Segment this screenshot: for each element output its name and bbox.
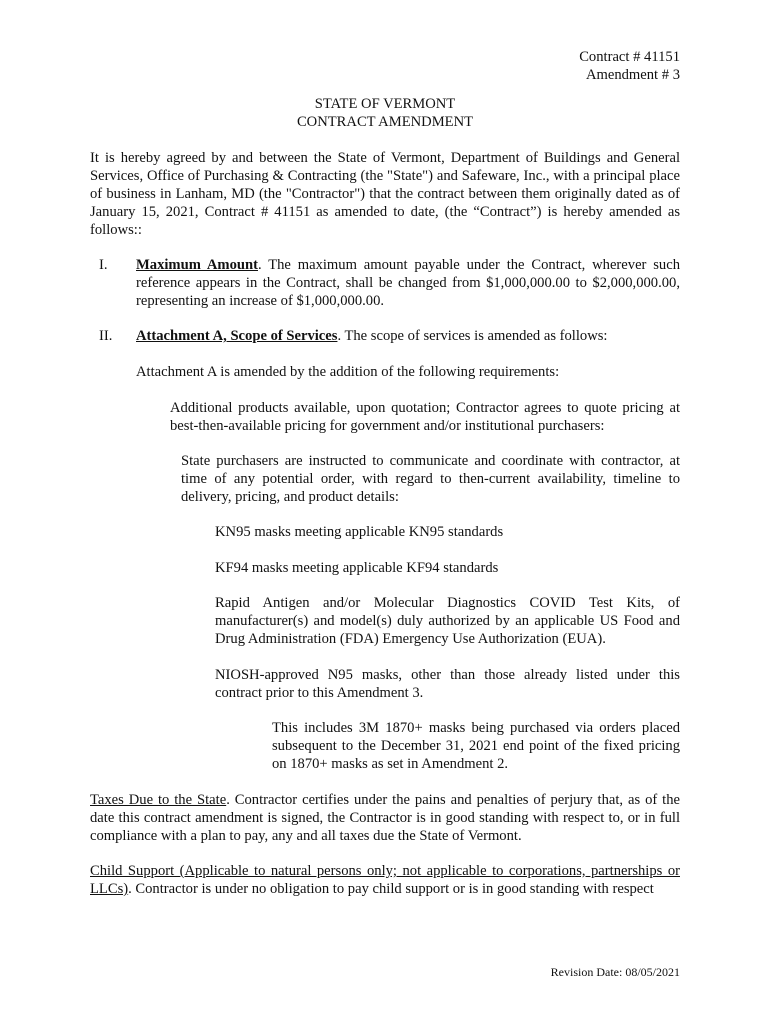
child-support-paragraph xyxy=(90,862,680,898)
product-item-kn95: KN95 masks meeting applicable KN95 standards xyxy=(215,524,504,540)
section-1-heading: Maximum Amount xyxy=(136,257,258,273)
revision-date: Revision Date: 08/05/2021 xyxy=(550,965,680,979)
product-item-covid-tests: Rapid Antigen and/or Molecular Diagnostics COVID Test Kits, of manufacturer(s) and model(s) duly authorized by an applicable US Food and Drug Administration (FDA) Emergency Use Authorization (EUA). xyxy=(215,595,680,647)
product-item-n95: NIOSH-approved N95 masks, other than those already listed under this contract prior to this Amendment 3. xyxy=(215,667,680,701)
section-2-heading: Attachment A, Scope of Services xyxy=(136,328,338,344)
section-2-numeral: II. xyxy=(99,328,113,344)
title-amendment: CONTRACT AMENDMENT xyxy=(296,114,474,130)
taxes-text: . Contractor certifies under the pains and penalties of perjury that, as of the date this contract amendment is signed, the Contractor is in good standing with respect to, or in full compliance with a plan to pay, any and all taxes due the State of Vermont. xyxy=(90,792,680,844)
attachment-intro: Attachment A is amended by the addition of the following requirements: xyxy=(136,364,560,380)
taxes-paragraph xyxy=(90,791,680,845)
taxes-heading: Taxes Due to the State xyxy=(90,792,227,808)
child-support-text: . Contractor is under no obligation to pay child support or is in good standing with respect xyxy=(128,881,654,897)
title-state: STATE OF VERMONT xyxy=(314,96,456,112)
child-support-heading: Child Support (Applicable to natural persons only; not applicable to corporations, partnerships or LLCs) xyxy=(90,863,680,897)
intro-paragraph: It is hereby agreed by and between the State of Vermont, Department of Buildings and General Services, Office of Purchasing & Contracting (the "State") and Safeware, Inc., with a principal place of business in Lanham, MD (the "Contractor") that the contract between them originally dated as of January 15, 2021, Contract # 41151 as amended to date, (the “Contract”) is hereby amended as follows:: xyxy=(90,150,680,238)
purchasers-paragraph: State purchasers are instructed to communicate and coordinate with contractor, at time of any potential order, with regard to then-current availability, timeline to delivery, pricing, and product details: xyxy=(181,453,680,505)
amendment-number: Amendment # 3 xyxy=(585,67,680,83)
section-1-paragraph xyxy=(136,256,680,310)
section-2-paragraph xyxy=(136,327,680,345)
section-2-text: . The scope of services is amended as follows: xyxy=(337,328,608,344)
contract-number: Contract # 41151 xyxy=(579,49,680,65)
section-1-numeral: I. xyxy=(99,257,108,273)
products-paragraph: Additional products available, upon quotation; Contractor agrees to quote pricing at best-then-available pricing for government and/or institutional purchasers: xyxy=(170,400,680,434)
product-item-kf94: KF94 masks meeting applicable KF94 standards xyxy=(215,560,499,576)
n95-note: This includes 3M 1870+ masks being purchased via orders placed subsequent to the December 31, 2021 end point of the fixed pricing on 1870+ masks as set in Amendment 2. xyxy=(272,720,680,772)
section-1-text: . The maximum amount payable under the Contract, wherever such reference appears in the Contract, shall be changed from $1,000,000.00 to $2,000,000.00, representing an increase of $1,000,000.00. xyxy=(136,257,681,309)
